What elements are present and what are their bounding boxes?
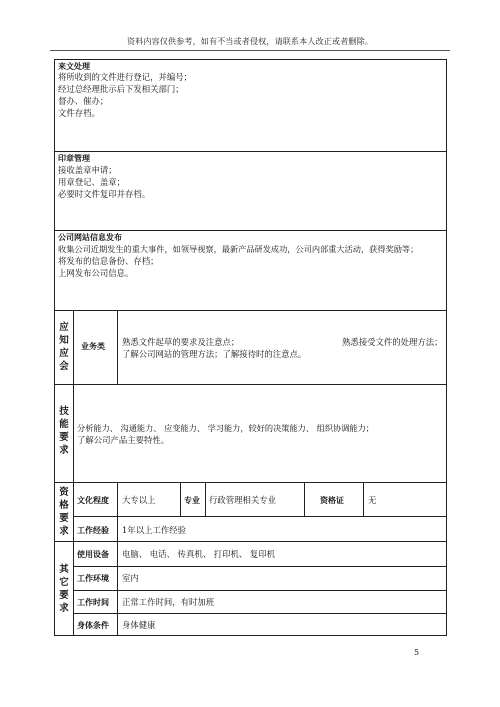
other-label: 其它要求 — [59, 564, 69, 614]
education-label: 文化程度 — [77, 496, 109, 505]
row-divider — [54, 384, 447, 385]
other-row-label: 工作环境 — [77, 574, 109, 583]
col-divider — [304, 482, 305, 516]
other-row-value: 电脑、 电话、 传真机、 打印机、 复印机 — [122, 549, 276, 559]
other-row-value: 室内 — [122, 573, 139, 583]
other-row-label: 使用设备 — [77, 550, 109, 559]
row-divider — [73, 613, 447, 614]
knowledge-label: 应知应会 — [59, 322, 69, 372]
cert-label: 资格证 — [320, 496, 344, 505]
row-divider — [54, 310, 447, 311]
major-value: 行政管理相关专业 — [209, 495, 276, 505]
incoming-line: 经过总经理批示后下发相关部门； — [58, 84, 184, 94]
website-line: 收集公司近期发生的重大事件，如领导视察，最新产品研发成功，公司内部重大活动，获得奖励等； — [58, 244, 419, 254]
skills-label: 技能要求 — [59, 406, 69, 456]
row-divider — [54, 230, 447, 231]
experience-label: 工作经验 — [77, 526, 109, 535]
row-divider — [54, 151, 447, 152]
knowledge-line1-left: 熟悉文件起草的要求及注意点； — [122, 337, 240, 347]
col-divider — [73, 310, 74, 636]
row-divider — [54, 541, 447, 542]
row-divider — [73, 566, 447, 567]
row-divider — [54, 482, 447, 483]
col-divider — [180, 482, 181, 516]
col-divider — [117, 482, 118, 636]
business-label: 业务类 — [81, 342, 105, 351]
other-row-label: 工作时间 — [77, 598, 109, 607]
incoming-line: 督办、催办； — [58, 96, 109, 106]
row-divider — [73, 590, 447, 591]
col-divider — [117, 310, 118, 384]
other-row-value: 正常工作时间，有时加班 — [122, 597, 215, 607]
row-divider — [73, 516, 447, 517]
col-divider — [205, 482, 206, 516]
website-line: 上网发布公司信息。 — [58, 268, 134, 278]
col-divider — [363, 482, 364, 516]
incoming-line: 将所收到的文件进行登记，并编号； — [58, 72, 192, 82]
page-header-disclaimer: 资料内容仅供参考，如有不当或者侵权，请联系本人改正或者删除。 — [127, 37, 373, 46]
seal-line: 接收盖章申请； — [58, 165, 117, 175]
section-title-website: 公司网站信息发布 — [58, 233, 122, 242]
other-row-value: 身体健康 — [122, 620, 156, 630]
skills-line1: 分析能力、 沟通能力、 应变能力、 学习能力，较好的决策能力、 组织协调能力； — [77, 423, 374, 433]
header-rule — [50, 50, 450, 51]
experience-value: 1年以上工作经验 — [122, 525, 186, 535]
other-row-label: 身体条件 — [77, 621, 109, 630]
major-label: 专业 — [184, 496, 200, 505]
education-value: 大专以上 — [122, 495, 156, 505]
skills-line2: 了解公司产品主要特性。 — [77, 435, 170, 445]
knowledge-line2: 了解公司网站的管理方法；了解接待时的注意点。 — [122, 349, 307, 359]
section-title-incoming: 来文处理 — [58, 62, 90, 71]
website-line: 将发布的信息备份、存档； — [58, 256, 159, 266]
incoming-line: 文件存档。 — [58, 108, 100, 118]
qualification-label: 资格要求 — [59, 487, 69, 537]
seal-line: 必要时文件复印并存档。 — [58, 189, 151, 199]
cert-value: 无 — [368, 495, 377, 505]
seal-line: 用章登记、盖章； — [58, 177, 125, 187]
knowledge-line1-right: 熟悉接受文件的处理方法； — [342, 337, 443, 347]
section-title-seal: 印章管理 — [58, 154, 90, 163]
page-number: 5 — [414, 648, 420, 657]
